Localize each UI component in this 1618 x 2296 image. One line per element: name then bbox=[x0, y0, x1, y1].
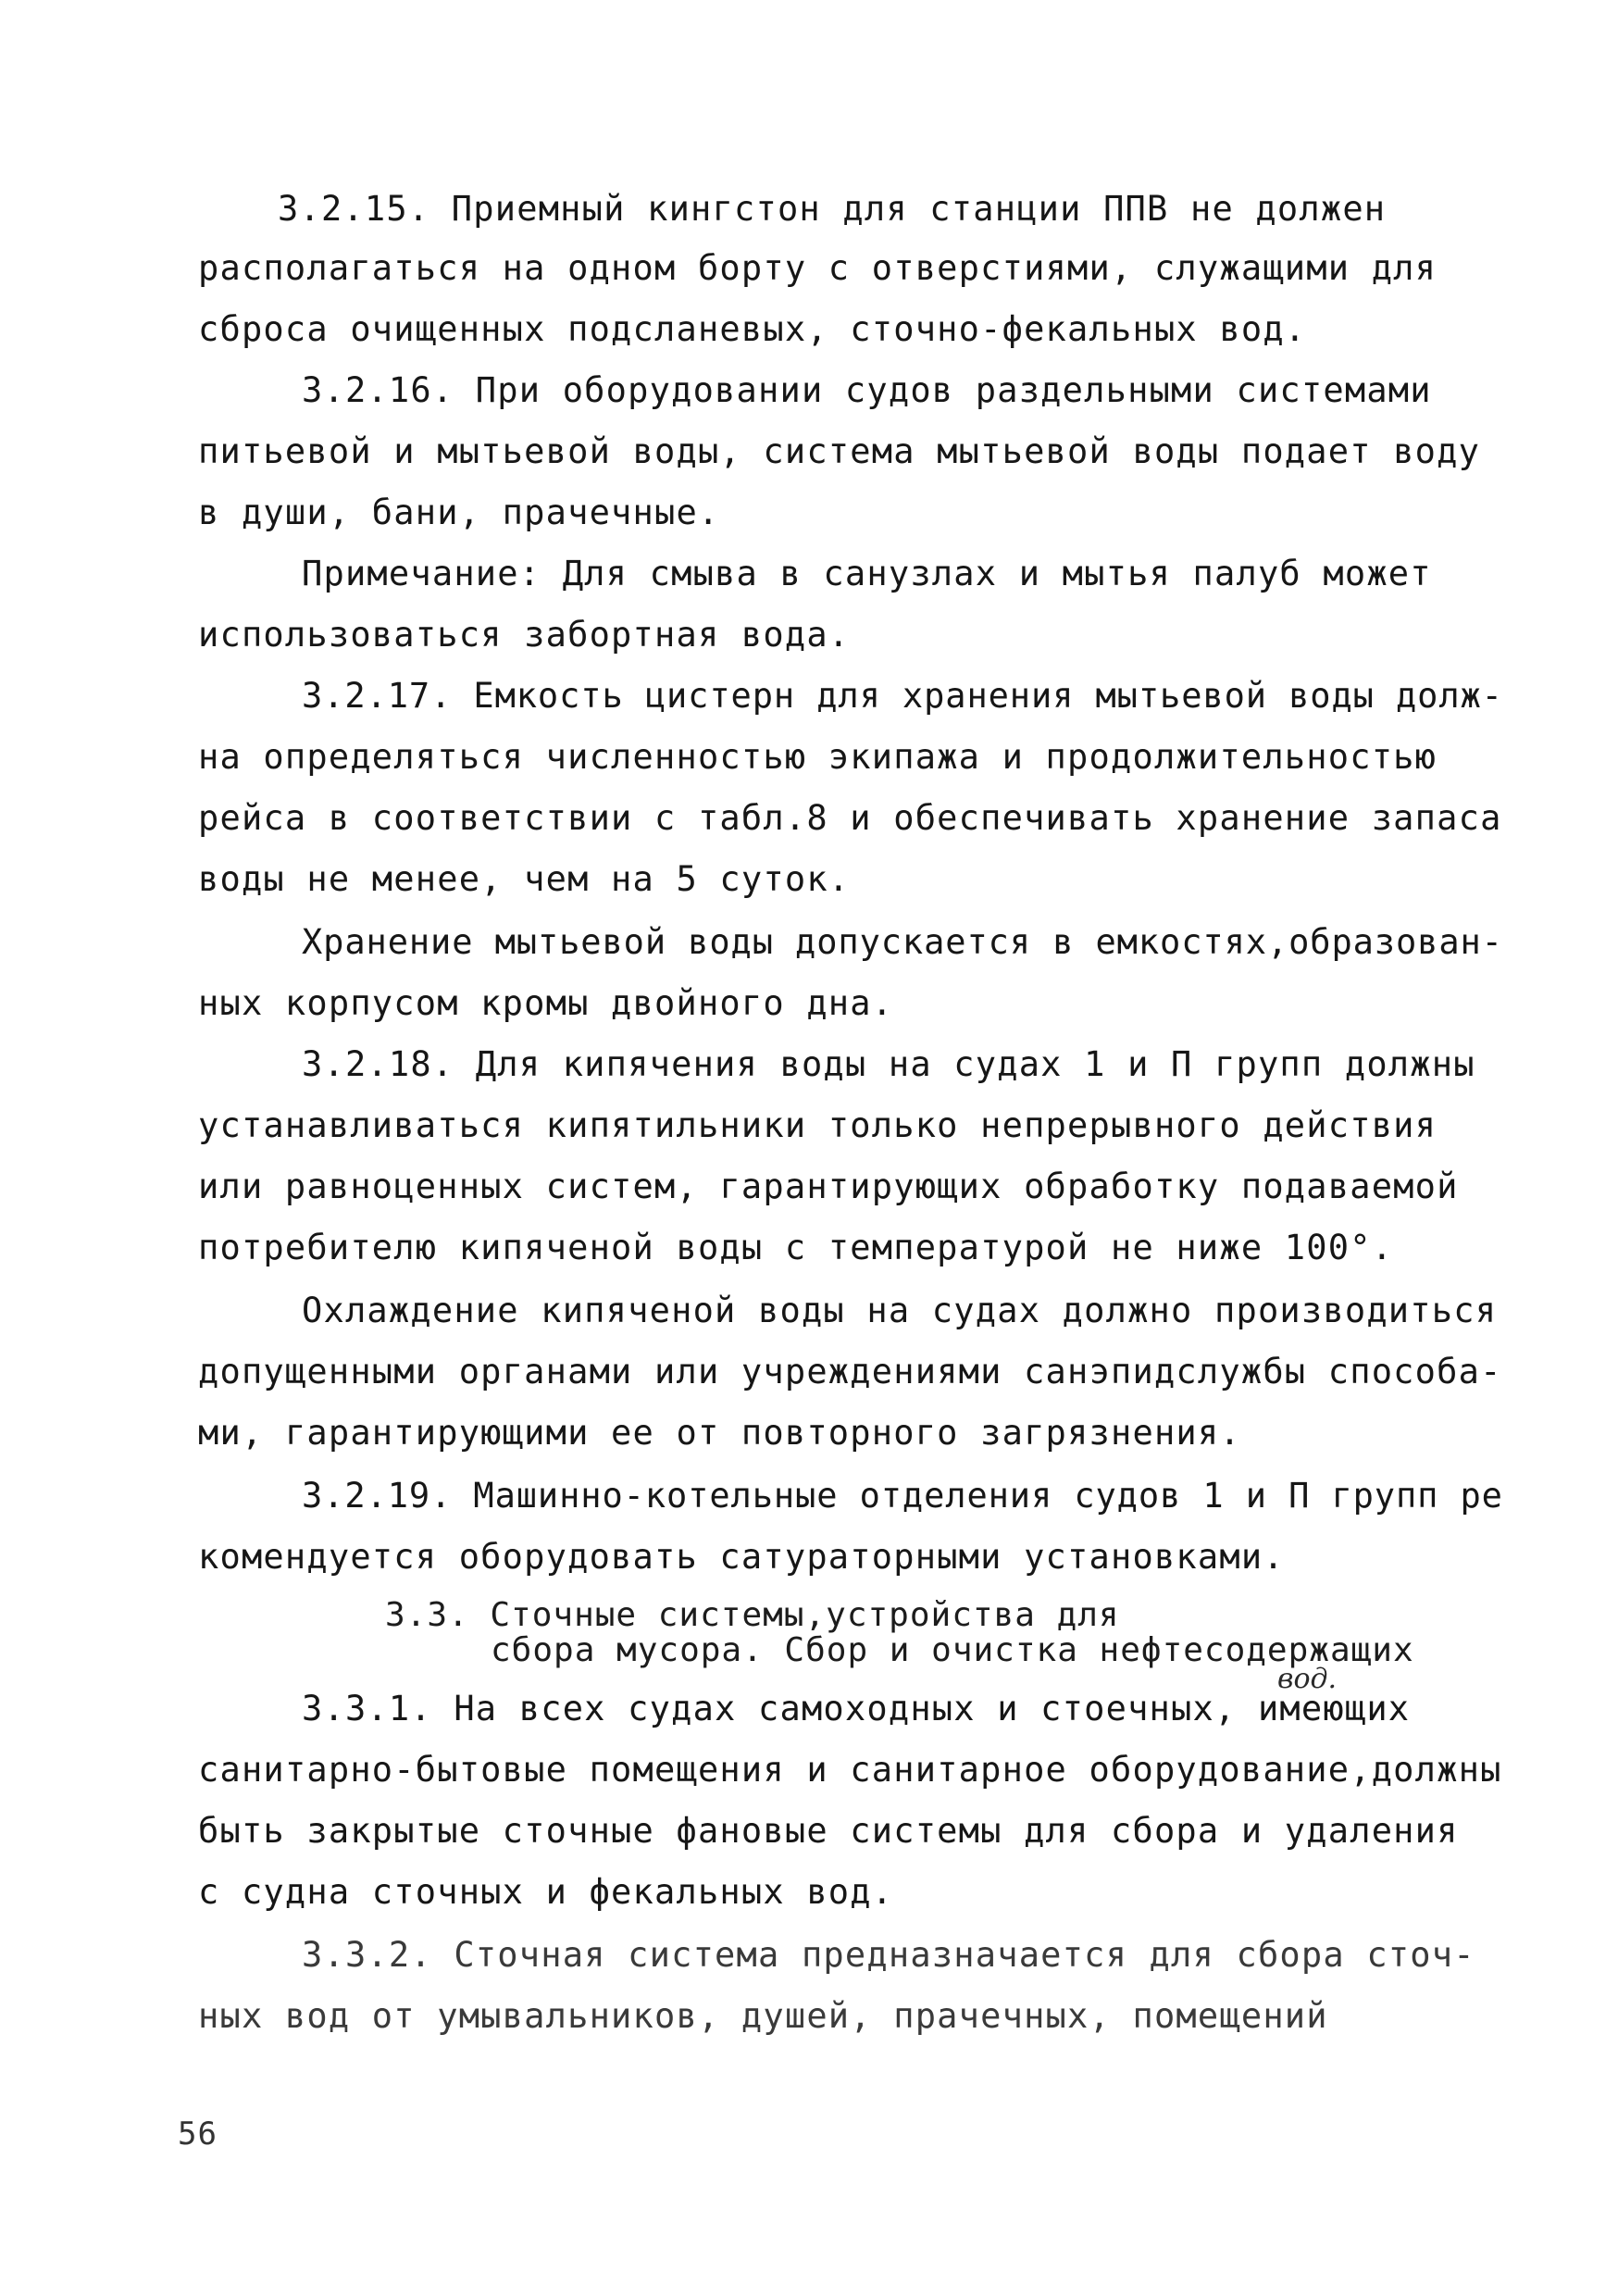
text-line: 3.3.2. Сточная система предназначается для сбора сточ- bbox=[302, 1935, 1475, 1975]
text-line: использоваться забортная вода. bbox=[198, 615, 851, 655]
text-line: воды не менее, чем на 5 суток. bbox=[198, 859, 851, 899]
text-line: Хранение мытьевой воды допускается в емкостях,образован- bbox=[302, 922, 1503, 962]
handwritten-correction: вод. bbox=[1277, 1663, 1338, 1695]
page-number: 56 bbox=[178, 2115, 218, 2152]
text-line: ных корпусом кромы двойного дна. bbox=[198, 983, 894, 1023]
text-line: 3.2.19. Машинно-котельные отделения судов 1 и П групп ре bbox=[302, 1476, 1503, 1516]
text-line: сброса очищенных подсланевых, сточно-фекальных вод. bbox=[198, 309, 1307, 349]
text-line: потребителю кипяченой воды с температурой не ниже 100°. bbox=[198, 1228, 1394, 1267]
text-line: Примечание: Для смыва в санузлах и мытья палуб может bbox=[302, 554, 1432, 593]
section-heading: сбора мусора. Сбор и очистка нефтесодержащих bbox=[491, 1631, 1414, 1669]
text-line: комендуется оборудовать сатураторными установками. bbox=[198, 1537, 1285, 1577]
text-line: 3.2.17. Емкость цистерн для хранения мытьевой воды долж- bbox=[302, 676, 1503, 716]
text-line: быть закрытые сточные фановые системы для сбора и удаления bbox=[198, 1811, 1459, 1851]
text-line: ных вод от умывальников, душей, прачечных, помещений bbox=[198, 1996, 1328, 2036]
text-line: 3.2.15. Приемный кингстон для станции ППВ не должен bbox=[278, 189, 1387, 229]
text-line: 3.3.1. На всех судах самоходных и стоечных, имеющих bbox=[302, 1689, 1411, 1728]
section-heading: 3.3. Сточные системы,устройства для bbox=[385, 1596, 1120, 1634]
text-line: 3.2.16. При оборудовании судов раздельными системами bbox=[302, 370, 1432, 410]
text-line: с судна сточных и фекальных вод. bbox=[198, 1872, 894, 1912]
text-line: 3.2.18. Для кипячения воды на судах 1 и П групп должны bbox=[302, 1044, 1475, 1084]
text-line: допущенными органами или учреждениями санэпидслужбы способа- bbox=[198, 1352, 1502, 1391]
text-line: рейса в соответствии с табл.8 и обеспечивать хранение запаса bbox=[198, 798, 1502, 838]
text-line: санитарно-бытовые помещения и санитарное оборудование,должны bbox=[198, 1750, 1502, 1790]
text-line: или равноценных систем, гарантирующих обработку подаваемой bbox=[198, 1167, 1459, 1206]
text-line: располагаться на одном борту с отверстиями, служащими для bbox=[198, 248, 1438, 288]
text-line: ми, гарантирующими ее от повторного загрязнения. bbox=[198, 1413, 1241, 1453]
text-line: питьевой и мытьевой воды, система мытьевой воды подает воду bbox=[198, 431, 1481, 471]
text-line: устанавливаться кипятильники только непрерывного действия bbox=[198, 1105, 1438, 1145]
text-line: в души, бани, прачечные. bbox=[198, 493, 720, 532]
text-line: на определяться численностью экипажа и продолжительностью bbox=[198, 737, 1438, 777]
text-line: Охлаждение кипяченой воды на судах должно производиться bbox=[302, 1291, 1498, 1330]
